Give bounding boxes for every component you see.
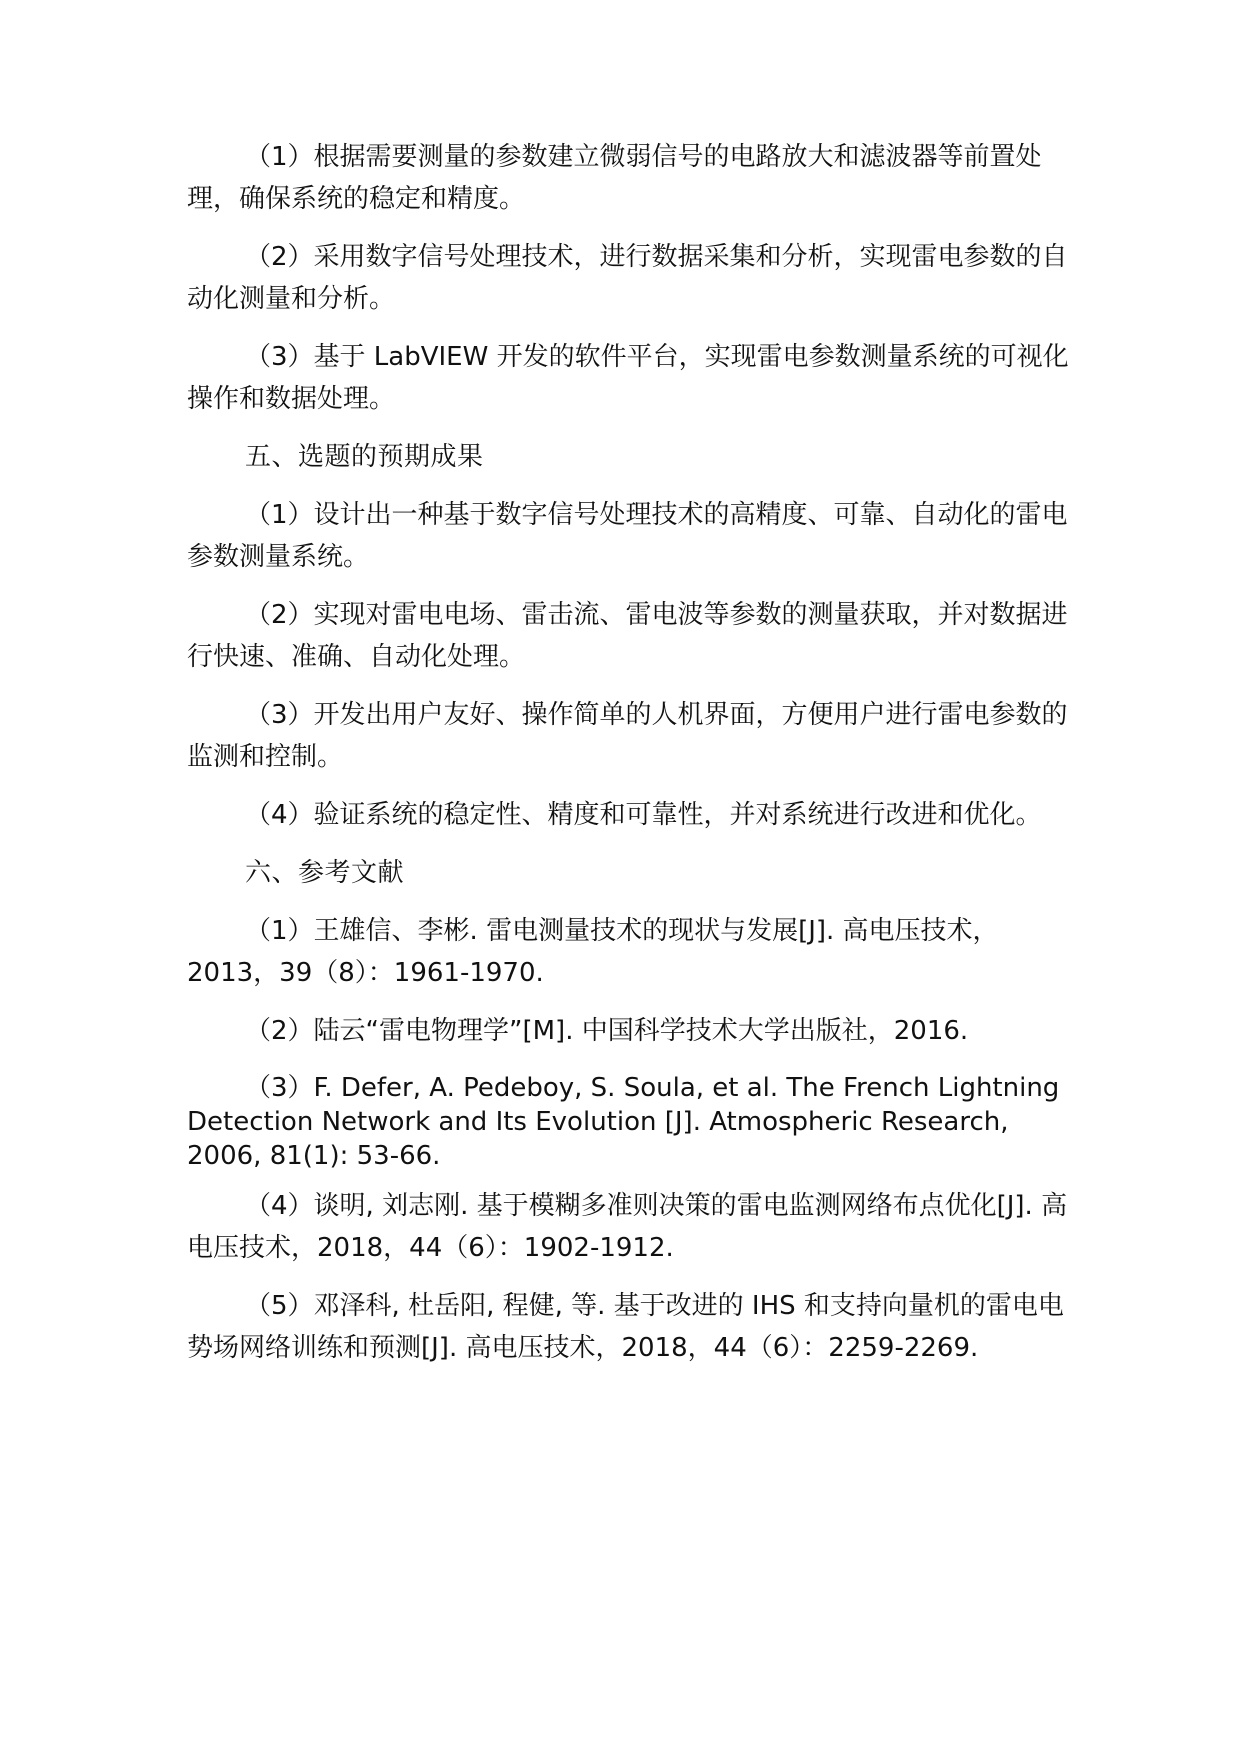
goal-item: （3）基于 LabVIEW 开发的软件平台，实现雷电参数测量系统的可视化操作和数据处理。 <box>187 342 1069 414</box>
reference-item: （4）谈明, 刘志刚. 基于模糊多准则决策的雷电监测网络布点优化[J]. 高电压技术，2018，44（6）：1902-1912. <box>187 1191 1068 1263</box>
reference-item: （5）邓泽科, 杜岳阳, 程健, 等. 基于改进的 IHS 和支持向量机的雷电电势场网络训练和预测[J]. 高电压技术，2018，44（6）：2259-2269. <box>187 1291 1064 1363</box>
goal-item: （2）采用数字信号处理技术，进行数据采集和分析，实现雷电参数的自动化测量和分析。 <box>187 242 1068 314</box>
expected-result-item: （1）设计出一种基于数字信号处理技术的高精度、可靠、自动化的雷电参数测量系统。 <box>187 500 1068 572</box>
expected-result-item: （4）验证系统的稳定性、精度和可靠性，并对系统进行改进和优化。 <box>245 800 1042 830</box>
reference-item: （3）F. Defer, A. Pedeboy, S. Soula, et al. The French Lightning Detection Network and Its Evolution [J]. Atmospheric Research, 2006, 81(1): 53-66. <box>187 1073 1060 1171</box>
expected-result-item: （3）开发出用户友好、操作简单的人机界面，方便用户进行雷电参数的监测和控制。 <box>187 700 1068 772</box>
goal-item: （1）根据需要测量的参数建立微弱信号的电路放大和滤波器等前置处理，确保系统的稳定和精度。 <box>187 142 1042 214</box>
reference-item: （1）王雄信、李彬. 雷电测量技术的现状与发展[J]. 高电压技术，2013，39（8）：1961-1970. <box>187 916 999 988</box>
section-heading-references: 六、参考文献 <box>245 858 405 888</box>
reference-item: （2）陆云“雷电物理学”[M]. 中国科学技术大学出版社，2016. <box>245 1016 969 1046</box>
section-heading-expected-results: 五、选题的预期成果 <box>245 442 484 472</box>
expected-result-item: （2）实现对雷电电场、雷击流、雷电波等参数的测量获取，并对数据进行快速、准确、自动化处理。 <box>187 600 1068 672</box>
